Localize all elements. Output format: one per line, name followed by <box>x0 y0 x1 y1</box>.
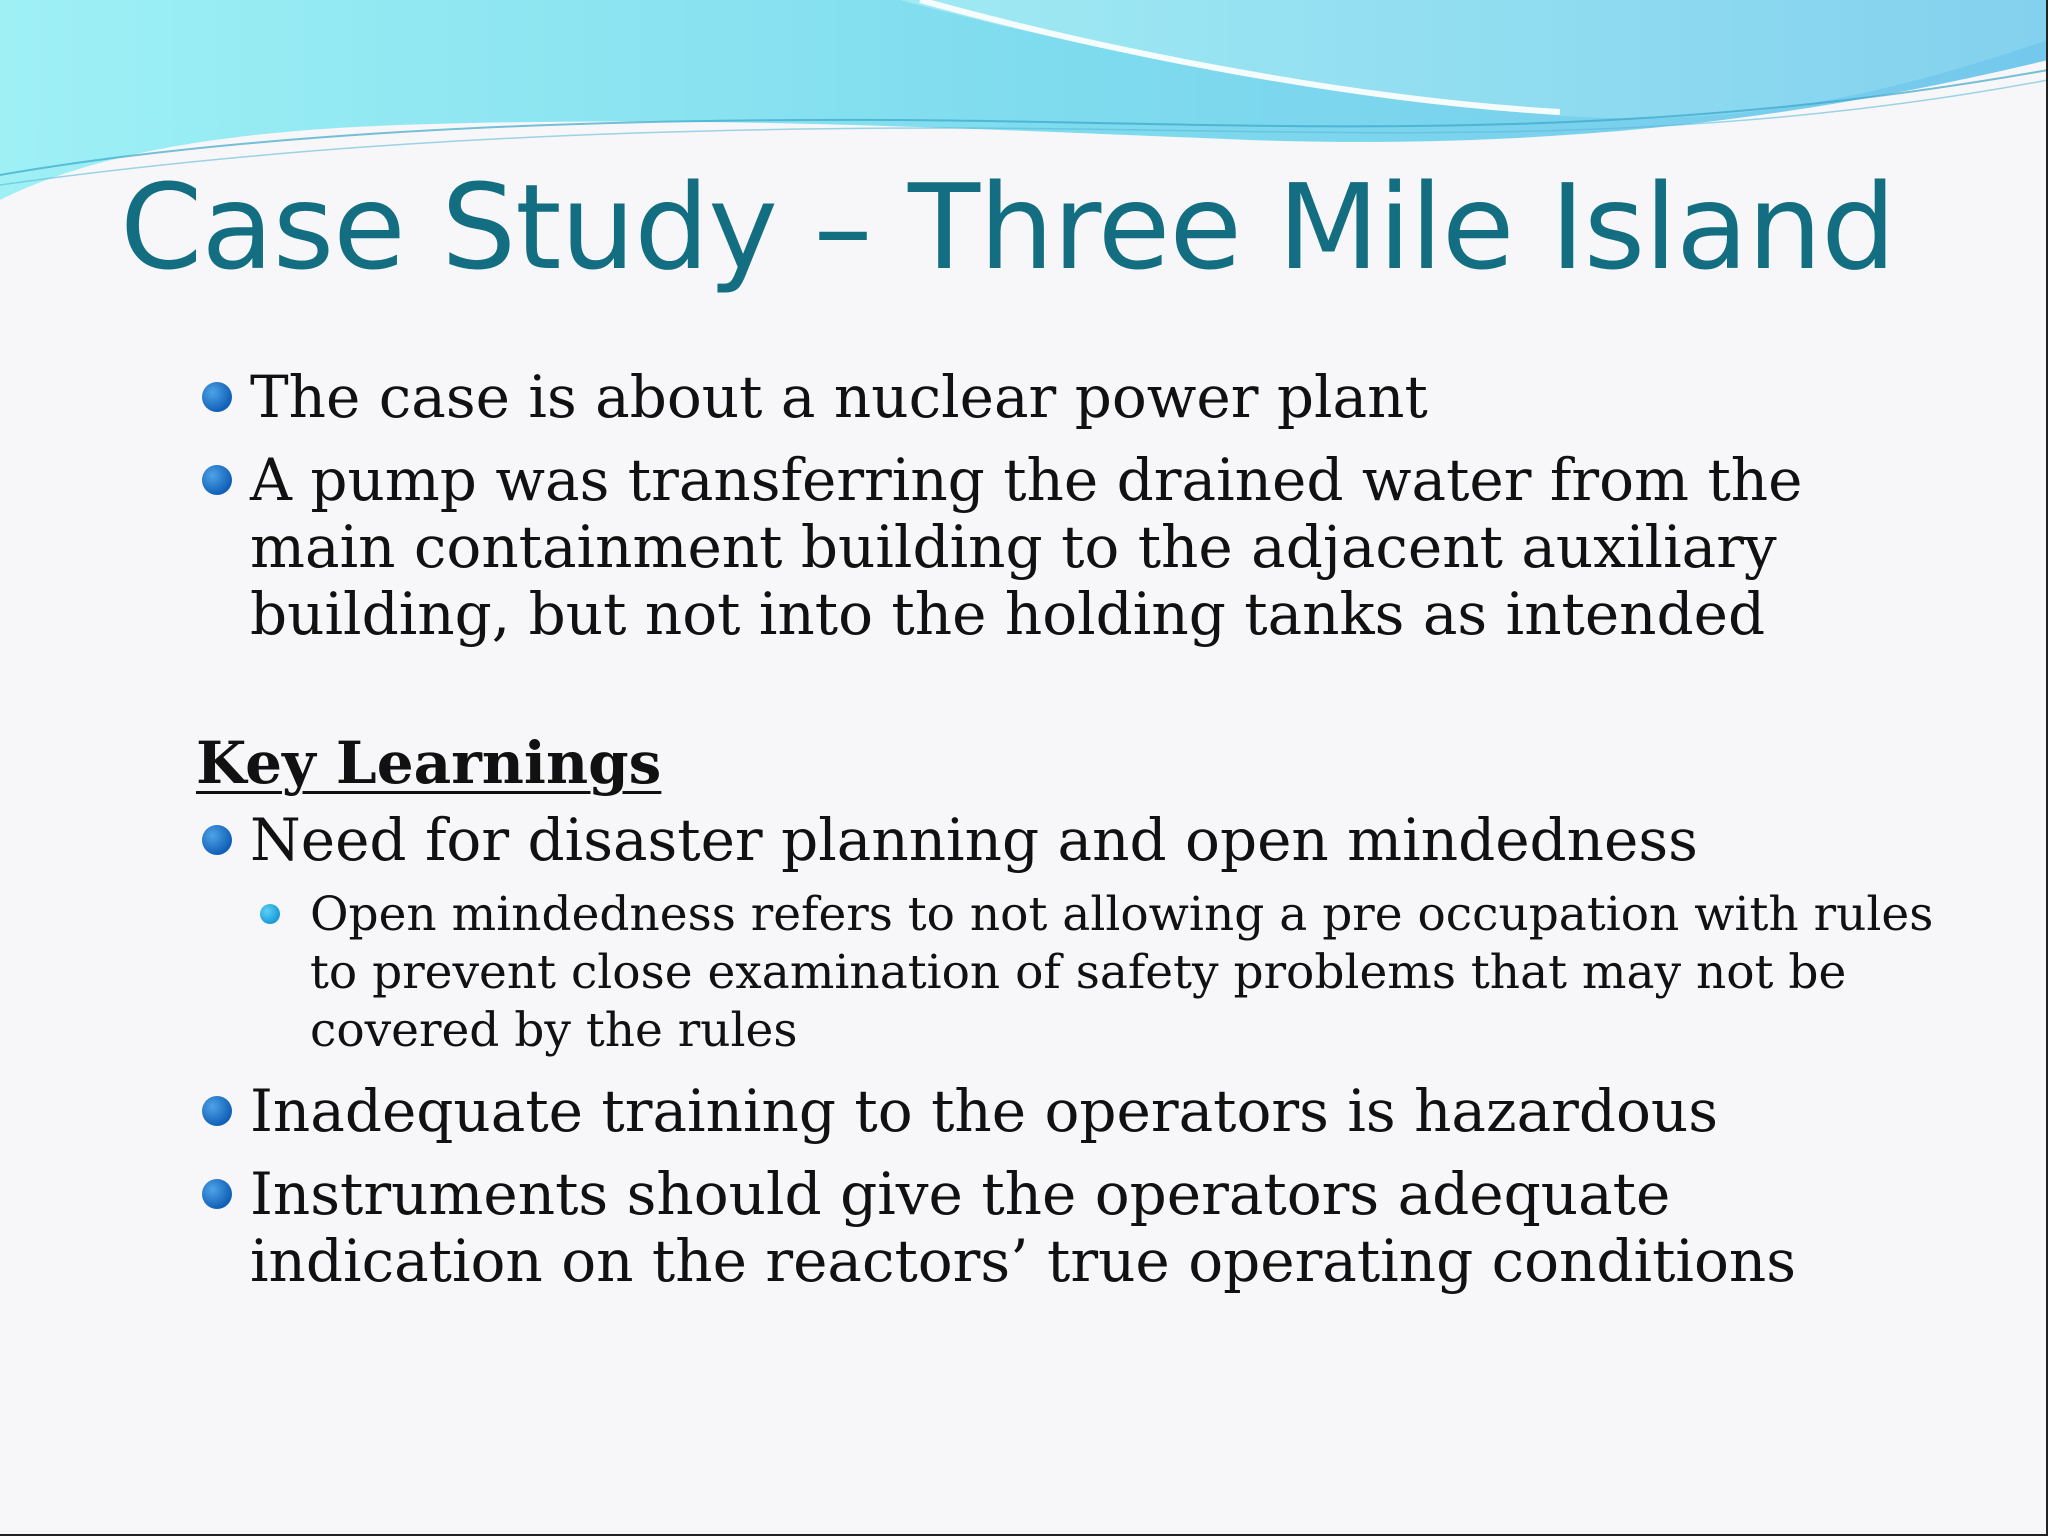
learning-text: Instruments should give the operators adequate indication on the reactors’ true operating conditions <box>250 1160 1796 1295</box>
bullet-icon <box>202 465 232 495</box>
learning-text: Inadequate training to the operators is hazardous <box>250 1077 1719 1145</box>
bullet-item <box>196 447 1936 648</box>
slide-title: Case Study – Three Mile Island <box>120 158 1896 296</box>
learning-sub-text: Open mindedness refers to not allowing a pre occupation with rules to prevent close examination of safety problems that may not be covered by the rules <box>310 887 1934 1058</box>
section-heading: Key Learnings <box>196 729 662 797</box>
bullet-icon <box>202 825 232 855</box>
bullet-icon <box>202 1096 232 1126</box>
learning-text: Need for disaster planning and open mindedness <box>250 806 1698 874</box>
learning-item <box>196 1078 1936 1145</box>
bullet-item <box>196 364 1936 431</box>
bullet-text: A pump was transferring the drained water from the main containment building to the adjacent auxiliary building, but not into the holding tanks as intended <box>250 446 1803 648</box>
learning-item <box>196 1161 1936 1295</box>
learning-item <box>196 807 1936 874</box>
slide-body <box>196 364 1936 1311</box>
bullet-icon <box>202 382 232 412</box>
bullet-icon <box>202 1179 232 1209</box>
bullet-text: The case is about a nuclear power plant <box>250 363 1428 431</box>
sub-bullet-icon <box>260 904 280 924</box>
learning-sub-item <box>250 886 1936 1060</box>
